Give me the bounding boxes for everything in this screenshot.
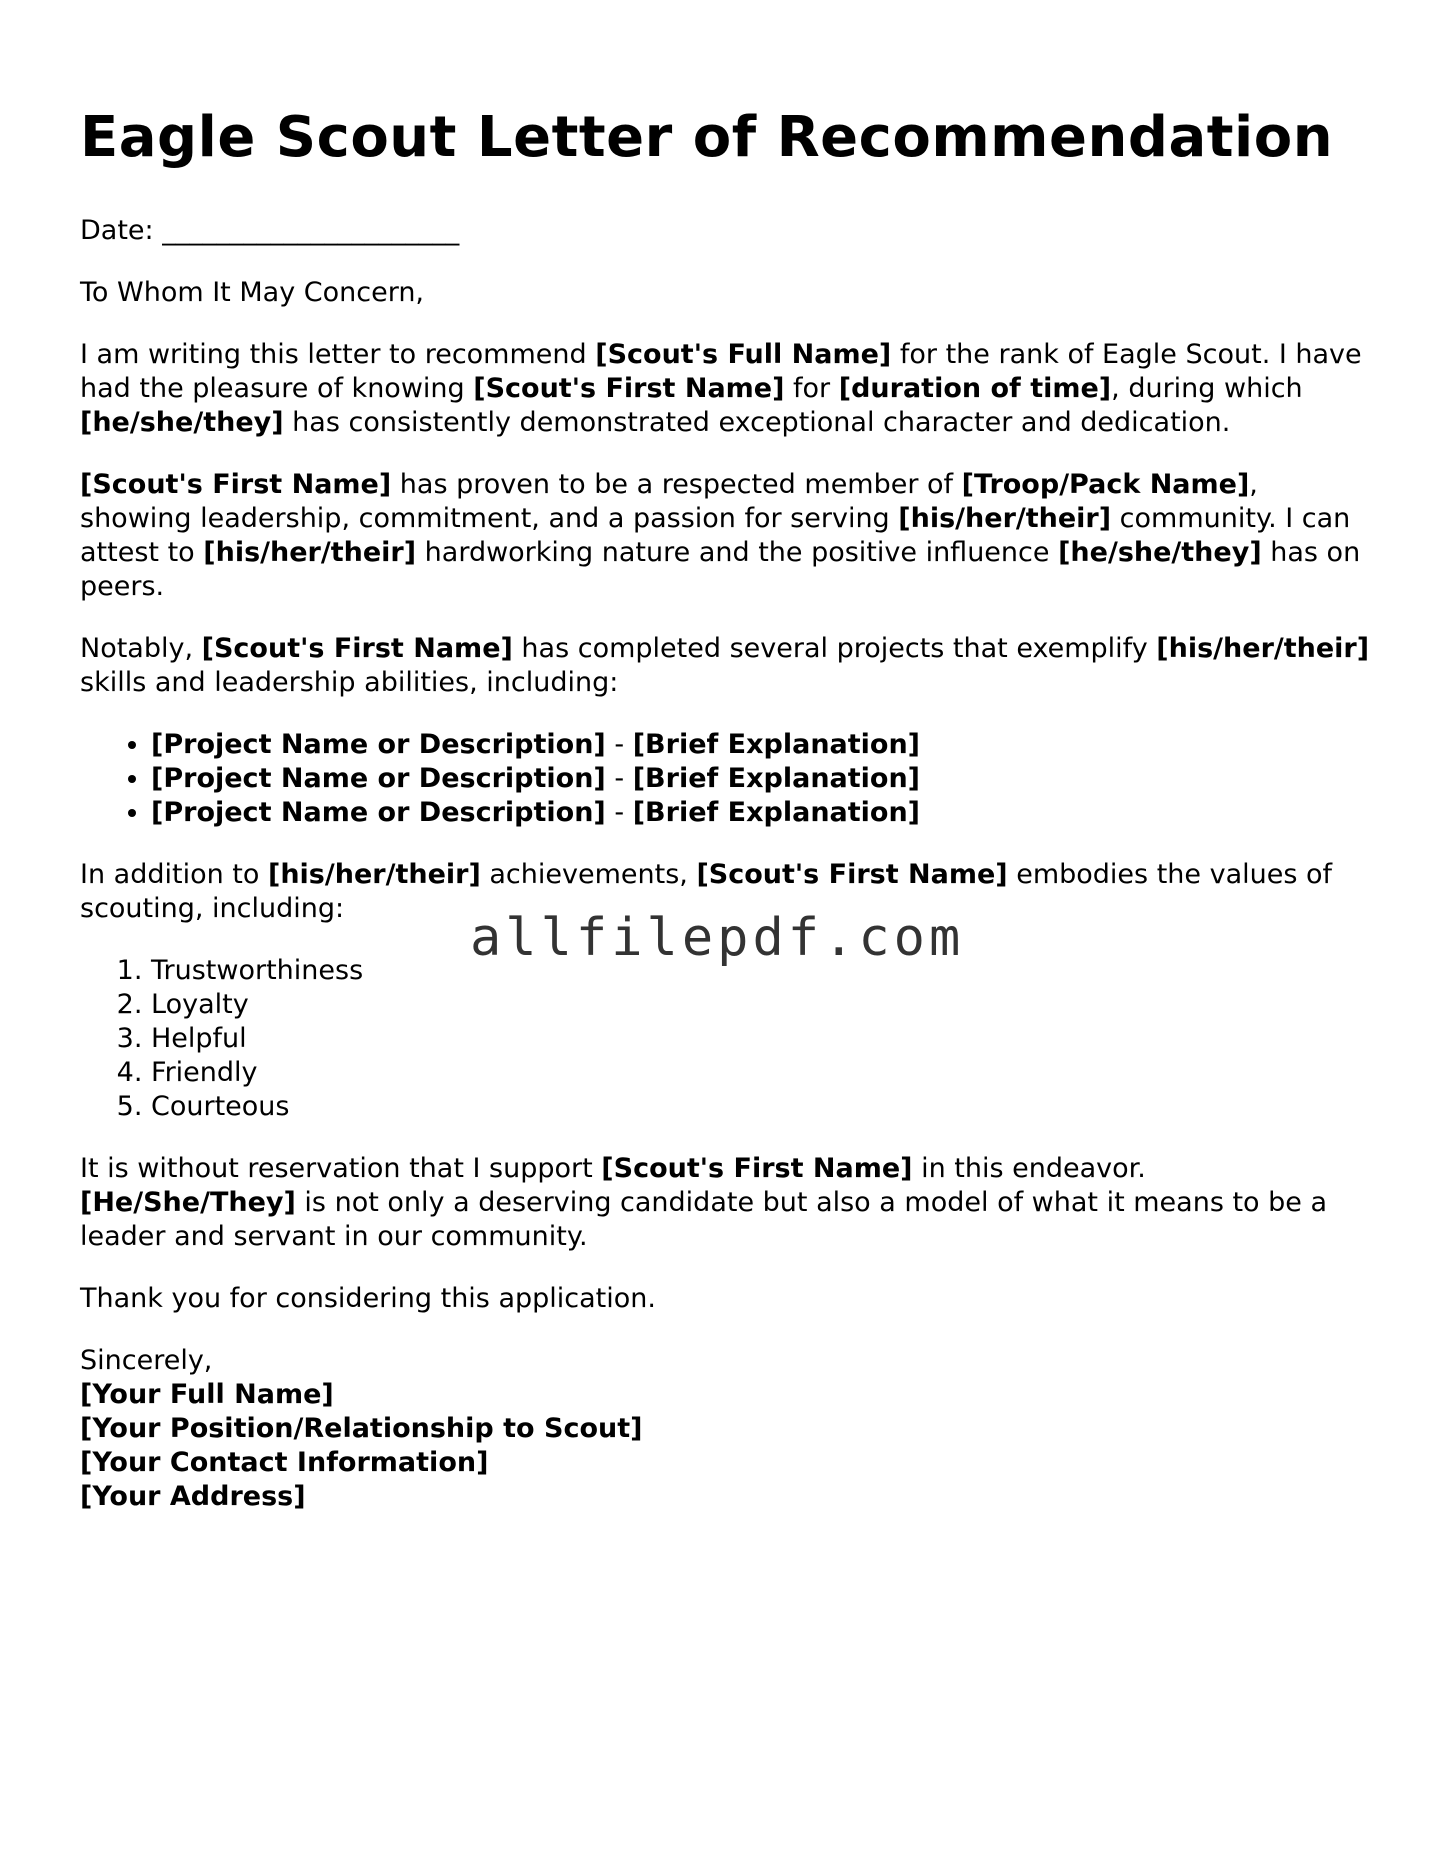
list-item: 3. Helpful [151, 1022, 1370, 1056]
placeholder-possessive: [his/her/their] [267, 859, 481, 890]
values-list [80, 954, 1370, 1124]
text-run: I am writing this letter to recommend [80, 339, 596, 370]
list-item [151, 728, 1370, 762]
placeholder-troop-name: [Troop/Pack Name] [961, 469, 1250, 500]
list-item [151, 762, 1370, 796]
text-run: has consistently demonstrated exceptional character and dedication. [283, 407, 1231, 438]
date-line [80, 214, 1370, 248]
project-explanation: [Brief Explanation] [632, 763, 921, 794]
separator: - [605, 763, 633, 794]
text-run: In addition to [80, 859, 268, 890]
placeholder-scout-first-name: [Scout's First Name] [473, 373, 785, 404]
placeholder-duration: [duration of time] [838, 373, 1112, 404]
text-run: Notably, [80, 633, 202, 664]
paragraph-support [80, 1152, 1370, 1254]
text-run: community. I can attest to [80, 503, 1351, 568]
placeholder-scout-first-name: [Scout's First Name] [80, 469, 392, 500]
placeholder-possessive: [his/her/their] [203, 537, 417, 568]
date-label: Date: [80, 215, 154, 246]
paragraph-thanks: Thank you for considering this application. [80, 1283, 656, 1314]
list-item: 5. Courteous [151, 1090, 1370, 1124]
text-run: for [784, 373, 839, 404]
closing: Sincerely, [80, 1345, 213, 1376]
text-run: in this endeavor. [912, 1153, 1146, 1184]
text-run: skills and leadership abilities, including: [80, 667, 619, 698]
paragraph-projects [80, 632, 1370, 700]
project-name: [Project Name or Description] [151, 797, 606, 828]
text-run: embodies the values of scouting, including: [80, 859, 1333, 924]
text-run: It is without reservation that I support [80, 1153, 602, 1184]
list-item: 2. Loyalty [151, 988, 1370, 1022]
signature-block [80, 1344, 1370, 1514]
placeholder-possessive: [his/her/their] [898, 503, 1112, 534]
list-item: 1. Trustworthiness [151, 954, 1370, 988]
text-run: hardworking nature and the positive influence [416, 537, 1059, 568]
text-run: achievements, [480, 859, 697, 890]
watermark: allfilepdf.com [470, 908, 965, 968]
text-run: has completed several projects that exemplify [512, 633, 1157, 664]
text-run: has on peers. [80, 537, 1361, 602]
signature-contact: [Your Contact Information] [80, 1447, 489, 1478]
text-run: is not only a deserving candidate but also a model of what it means to be a leader and servant in our community. [80, 1187, 1328, 1252]
text-run: , showing leadership, commitment, and a passion for serving [80, 469, 1258, 534]
text-run: has proven to be a respected member of [391, 469, 962, 500]
letter-page [80, 0, 1370, 1514]
placeholder-possessive: [his/her/their] [1156, 633, 1370, 664]
paragraph-intro [80, 338, 1370, 440]
separator: - [605, 729, 633, 760]
signature-full-name: [Your Full Name] [80, 1379, 334, 1410]
project-name: [Project Name or Description] [151, 729, 606, 760]
text-run: , during which [1111, 373, 1303, 404]
salutation: To Whom It May Concern, [80, 277, 425, 308]
placeholder-scout-first-name: [Scout's First Name] [696, 859, 1008, 890]
project-explanation: [Brief Explanation] [632, 797, 921, 828]
placeholder-scout-first-name: [Scout's First Name] [201, 633, 513, 664]
signature-position: [Your Position/Relationship to Scout] [80, 1413, 643, 1444]
placeholder-pronoun: [he/she/they] [1058, 537, 1262, 568]
placeholder-scout-full-name: [Scout's Full Name] [595, 339, 892, 370]
text-run: for the rank of Eagle Scout. I have had the pleasure of knowing [80, 339, 1362, 404]
placeholder-pronoun: [he/she/they] [80, 407, 284, 438]
project-list [80, 728, 1370, 830]
page-title: Eagle Scout Letter of Recommendation [80, 105, 1334, 170]
date-blank: ______________________ [162, 215, 460, 246]
list-item: 4. Friendly [151, 1056, 1370, 1090]
project-name: [Project Name or Description] [151, 763, 606, 794]
placeholder-scout-first-name: [Scout's First Name] [601, 1153, 913, 1184]
signature-address: [Your Address] [80, 1481, 306, 1512]
project-explanation: [Brief Explanation] [632, 729, 921, 760]
separator: - [605, 797, 633, 828]
list-item [151, 796, 1370, 830]
paragraph-member [80, 468, 1370, 604]
placeholder-pronoun: [He/She/They] [80, 1187, 296, 1218]
